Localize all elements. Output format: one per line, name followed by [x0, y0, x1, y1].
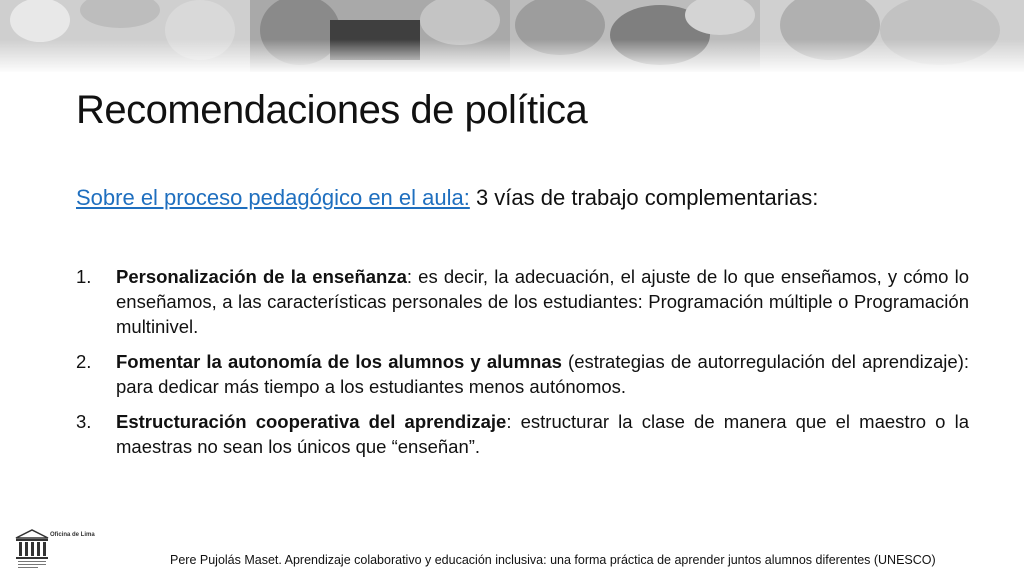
- intro-paragraph: [76, 183, 962, 213]
- item-bold: Fomentar la autonomía de los alumnos y alumnas: [116, 351, 562, 372]
- slide-title: Recomendaciones de política: [76, 88, 588, 132]
- list-item: [76, 409, 969, 459]
- item-text: (estrategias de autorregulación del aprendizaje): para dedicar más tiempo a los estudiantes menos autónomos.: [116, 351, 969, 397]
- banner-fade: [0, 0, 1024, 72]
- item-text: : estructurar la clase de manera que el maestro o la maestras no sean los únicos que “enseñan”.: [116, 411, 969, 457]
- footer-citation: Pere Pujolás Maset. Aprendizaje colaborativo y educación inclusiva: una forma práctica de aprender juntos alumnos diferentes (UNESCO): [170, 553, 936, 567]
- header-photo-banner: [0, 0, 1024, 72]
- item-number: 2.: [76, 351, 92, 372]
- item-number: 3.: [76, 411, 92, 432]
- unesco-temple-logo-icon: [12, 528, 52, 572]
- intro-lead-link: Sobre el proceso pedagógico en el aula:: [76, 185, 470, 210]
- item-number: 1.: [76, 266, 92, 287]
- item-bold: Estructuración cooperativa del aprendizaje: [116, 411, 507, 432]
- list-item: [76, 349, 969, 399]
- item-bold: Personalización de la enseñanza: [116, 266, 407, 287]
- recommendations-list: [76, 264, 969, 469]
- list-item: [76, 264, 969, 339]
- item-text: : es decir, la adecuación, el ajuste de lo que enseñamos, y cómo lo enseñamos, a las características personales de los estudiantes: Programación múltiple o Programación multinivel.: [116, 266, 970, 337]
- logo-office-name: Oficina de Lima: [50, 532, 95, 538]
- intro-rest: 3 vías de trabajo complementarias:: [469, 185, 819, 210]
